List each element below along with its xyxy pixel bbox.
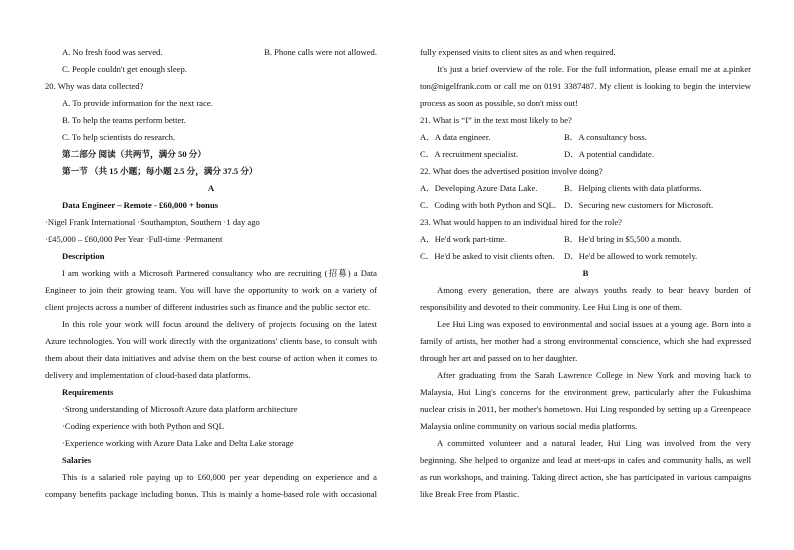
paragraph-line: In this role your work will focus around the delivery of projects focusing on the latest xyxy=(62,319,377,329)
option: C. People couldn't get enough sleep. xyxy=(62,64,187,74)
paragraph-line: Malaysia, Hui Ling's concerns for the environment grew, particularly after the Fukushima xyxy=(420,387,751,397)
option: B. To help the teams perform better. xyxy=(62,115,186,125)
requirement-item: ·Experience working with Azure Data Lake and Delta Lake storage xyxy=(62,438,294,448)
paragraph-line: client projects across a number of different industries such as finance and the public sector etc. xyxy=(45,302,371,312)
paragraph-line: delivery and implementation of cloud-based data platforms. xyxy=(45,370,251,380)
q22-options-row1 xyxy=(420,180,751,197)
question-21: 21. What is “I” in the text most likely to be? xyxy=(420,115,572,125)
option: A．A data engineer. xyxy=(420,132,491,142)
option: D．Securing new customers for Microsoft. xyxy=(564,200,714,210)
option: A. To provide information for the next race. xyxy=(62,98,213,108)
option: B. Phone calls were not allowed. xyxy=(264,47,377,57)
passage-label-b: B xyxy=(582,268,589,278)
requirement-item: ·Coding experience with both Python and SQL xyxy=(62,421,224,431)
option: D．A potential candidate. xyxy=(564,149,654,159)
option: A．He'd work part-time. xyxy=(420,234,507,244)
paragraph-line: Azure technologies. You will work directly with the organizations' clients base, to consult with xyxy=(45,336,377,346)
option: B．A consultancy boss. xyxy=(564,132,647,142)
paragraph-line: This is a salaried role paying up to £60,000 per year depending on experience and a xyxy=(62,472,377,482)
requirement-item: ·Strong understanding of Microsoft Azure data platform architecture xyxy=(62,404,298,414)
option: C. To help scientists do research. xyxy=(62,132,176,142)
section-heading: 第一节 （共 15 小题；每小题 2.5 分，满分 37.5 分） xyxy=(62,166,258,176)
paragraph-line: as run workshops, and training. Taking direct action, she has participated in various campaigns xyxy=(420,472,751,482)
section-heading: Requirements xyxy=(62,387,114,397)
job-meta: ·Nigel Frank International ·Southampton, Southern ·1 day ago xyxy=(45,217,260,227)
paragraph-line: company benefits package including bonus. This is mainly a home-based role with occasional xyxy=(45,489,377,499)
question-23: 23. What would happen to an individual hired for the role? xyxy=(420,217,622,227)
paragraph-line: like Break Free from Plastic. xyxy=(420,489,520,499)
paragraph-line: through her art and passed on to her daughter. xyxy=(420,353,578,363)
q23-options-row1 xyxy=(420,231,751,248)
paragraph-line: them about their data initiatives and advise them on the best course of action when it comes to xyxy=(45,353,377,363)
paragraph-line: Malaysia online community on various social media platforms. xyxy=(420,421,638,431)
option: D．He'd be allowed to work remotely. xyxy=(564,251,698,261)
paragraph-line: A committed volunteer and a natural leader, Hui Ling was involved from the very xyxy=(437,438,751,448)
job-meta: ·£45,000 – £60,000 Per Year ·Full-time ·Permanent xyxy=(45,234,223,244)
option: C．A recruitment specialist. xyxy=(420,149,519,159)
paragraph-line: Lee Hui Ling was exposed to environmental and social issues at a young age. Born into a xyxy=(437,319,751,329)
paragraph-line: family of artists, her mother had a strong environmental conscience, which she had expressed xyxy=(420,336,751,346)
paragraph-line: responsibility and devoted to their community. Lee Hui Ling is one of them. xyxy=(420,302,682,312)
q23-options-row2 xyxy=(420,248,751,265)
part-heading: 第二部分 阅读（共两节，满分 50 分） xyxy=(62,149,206,159)
q22-options-row2 xyxy=(420,197,751,214)
paragraph-line: Among every generation, there are always youths ready to bear heavy burden of xyxy=(437,285,751,295)
section-heading: Description xyxy=(62,251,105,261)
paragraph-line: beginning. She helped to organize and lead at meet-ups in cafes and community halls, as well xyxy=(420,455,751,465)
paragraph-line: It's just a brief overview of the role. For the full information, please email me at a.pinker xyxy=(437,64,751,74)
job-title: Data Engineer – Remote - £60,000 + bonus xyxy=(62,200,219,210)
question-22: 22. What does the advertised position involve doing? xyxy=(420,166,603,176)
option: A. No fresh food was served. xyxy=(62,47,163,57)
paragraph-line: fully expensed visits to client sites as and when required. xyxy=(420,47,616,57)
paragraph-line: After graduating from the Sarah Lawrence College in New York and moving back to xyxy=(437,370,751,380)
q21-options-row2 xyxy=(420,146,751,163)
right-column xyxy=(420,44,751,503)
option: B．Helping clients with data platforms. xyxy=(564,183,702,193)
option: B．He'd bring in $5,500 a month. xyxy=(564,234,682,244)
option: C．He'd be asked to visit clients often. xyxy=(420,251,555,261)
q19-options-row1 xyxy=(45,44,377,61)
passage-label-a: A xyxy=(207,183,215,193)
paragraph-line: I am working with a Microsoft Partnered consultancy who are recruiting (招募) a Data xyxy=(62,268,377,278)
paragraph-line: Engineer to join their growing team. You will have the opportunity to work on a variety of xyxy=(45,285,377,295)
option: A．Developing Azure Data Lake. xyxy=(420,183,538,193)
paragraph-line: ton@nigelfrank.com or call me on 0191 3387487. My client is looking to begin the interview xyxy=(420,81,751,91)
section-heading: Salaries xyxy=(62,455,92,465)
question-20: 20. Why was data collected? xyxy=(45,81,144,91)
option: C．Coding with both Python and SQL. xyxy=(420,200,557,210)
left-column xyxy=(45,44,377,503)
paragraph-line: process as soon as possible, so don't miss out! xyxy=(420,98,578,108)
q21-options-row1 xyxy=(420,129,751,146)
paragraph-line: nuclear crisis in 2011, her mother's hometown. Hui Ling responded by setting up a Greenpeace xyxy=(420,404,751,414)
